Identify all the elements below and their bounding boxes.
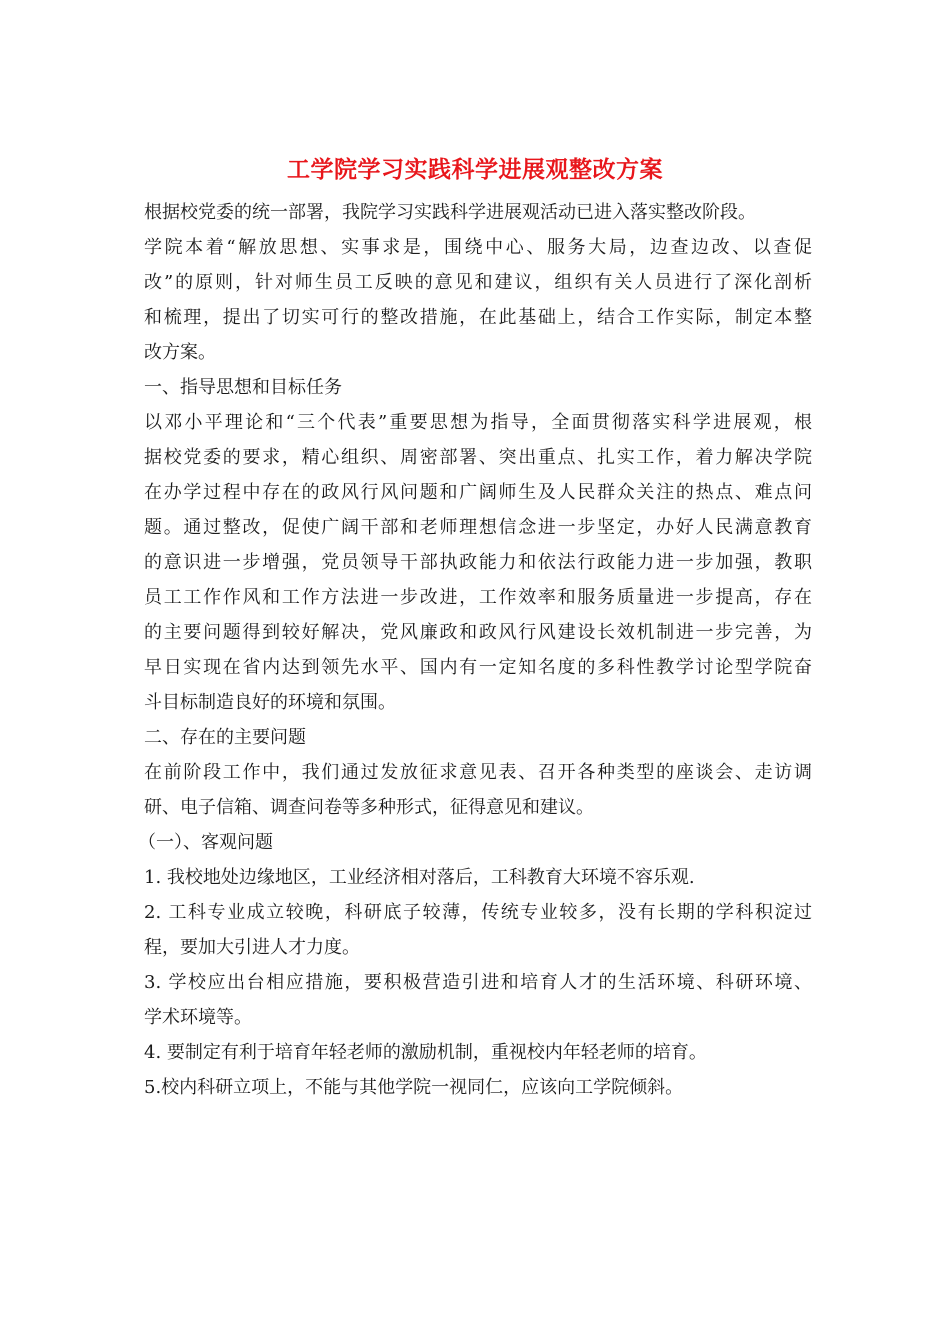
paragraph-line: 改方案。 <box>144 342 216 363</box>
section-heading: 一、指导思想和目标任务 <box>144 377 342 398</box>
paragraph-line: 学院本着“解放思想、实事求是，围绕中心、服务大局，边查边改、以查促 <box>144 237 812 258</box>
subsection-heading: （一）、客观问题 <box>138 832 273 853</box>
list-item: 3. 学校应出台相应措施，要积极营造引进和培育人才的生活环境、科研环境、 <box>144 972 812 993</box>
paragraph-line: 研、电子信箱、调查问卷等多种形式，征得意见和建议。 <box>144 797 594 818</box>
list-item-continuation: 程，要加大引进人才力度。 <box>144 937 360 958</box>
list-item: 1. 我校地处边缘地区，工业经济相对落后，工科教育大环境不容乐观. <box>144 867 695 888</box>
list-item: 2. 工科专业成立较晚，科研底子较薄，传统专业较多，没有长期的学科积淀过 <box>144 902 812 923</box>
paragraph-line: 在前阶段工作中，我们通过发放征求意见表、召开各种类型的座谈会、走访调 <box>144 762 812 783</box>
paragraph-line: 的意识进一步增强，党员领导干部执政能力和依法行政能力进一步加强，教职 <box>144 552 812 573</box>
paragraph-line: 和梳理，提出了切实可行的整改措施，在此基础上，结合工作实际，制定本整 <box>144 307 812 328</box>
list-item-continuation: 学术环境等。 <box>144 1007 252 1028</box>
paragraph-line: 根据校党委的统一部署，我院学习实践科学进展观活动已进入落实整改阶段。 <box>144 202 756 223</box>
paragraph-line: 早日实现在省内达到领先水平、国内有一定知名度的多科性教学讨论型学院奋 <box>144 657 812 678</box>
paragraph-line: 以邓小平理论和“三个代表”重要思想为指导，全面贯彻落实科学进展观，根 <box>144 412 812 433</box>
paragraph-line: 的主要问题得到较好解决，党风廉政和政风行风建设长效机制进一步完善，为 <box>144 622 812 643</box>
document-title: 工学院学习实践科学进展观整改方案 <box>287 156 663 183</box>
paragraph-line: 在办学过程中存在的政风行风问题和广阔师生及人民群众关注的热点、难点问 <box>144 482 812 503</box>
paragraph-line: 员工工作作风和工作方法进一步改进，工作效率和服务质量进一步提高，存在 <box>144 587 812 608</box>
list-item: 4. 要制定有利于培育年轻老师的激励机制，重视校内年轻老师的培育。 <box>144 1042 707 1063</box>
section-heading: 二、存在的主要问题 <box>144 727 306 748</box>
paragraph-line: 斗目标制造良好的环境和氛围。 <box>144 692 396 713</box>
paragraph-line: 据校党委的要求，精心组织、周密部署、突出重点、扎实工作，着力解决学院 <box>144 447 812 468</box>
paragraph-line: 改”的原则，针对师生员工反映的意见和建议，组织有关人员进行了深化剖析 <box>144 272 812 293</box>
paragraph-line: 题。通过整改，促使广阔干部和老师理想信念进一步坚定，办好人民满意教育 <box>144 517 812 538</box>
document-body <box>138 195 812 1105</box>
list-item: 5.校内科研立项上，不能与其他学院一视同仁，应该向工学院倾斜。 <box>144 1077 684 1098</box>
